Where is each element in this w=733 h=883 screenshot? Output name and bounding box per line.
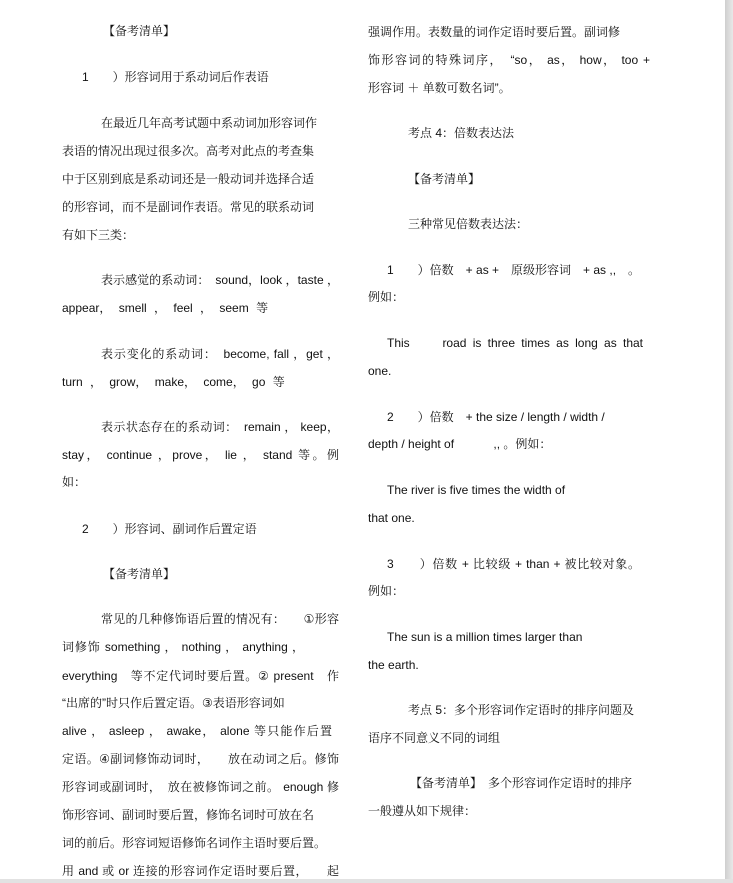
page-bottom-edge [0, 879, 733, 883]
paragraph-line: 如： [62, 475, 87, 489]
paragraph-line: 有如下三类： [62, 228, 135, 242]
paragraph-line: 例如： [368, 290, 405, 304]
paragraph-line: 表示变化的系动词： become, fall ，get ， [101, 347, 339, 361]
example-line: The sun is a million times larger than [387, 630, 583, 644]
paragraph-line: stay， continue ，prove， lie ， stand 等。例 [62, 448, 339, 462]
paragraph-line: 用 and 或 or 连接的形容词作定语时要后置， 起 [62, 864, 339, 878]
paragraph-line: 常见的几种修饰语后置的情况有： ①形容 [101, 612, 339, 626]
page-edge-shadow [725, 0, 733, 883]
paragraph-line: 表示状态存在的系动词： remain ， keep， [101, 420, 339, 434]
item-heading: 2 ）形容词、副词作后置定语 [82, 522, 257, 536]
paragraph-line: 饰形容词、副词时要后置，修饰名词时可放在名 [62, 808, 315, 822]
section-heading: 【备考清单】 [408, 172, 481, 186]
paragraph-line: 一般遵从如下规律： [368, 804, 477, 818]
example-line: The river is five times the width of [387, 483, 566, 497]
section-heading: 【备考清单】 [103, 567, 176, 581]
topic-heading: 语序不同意义不同的词组 [368, 731, 501, 745]
paragraph-line: 定语。④副词修饰动词时， 放在动词之后。修饰 [62, 752, 339, 766]
item-heading: 2 ）倍数 + the size / length / width / [387, 410, 605, 424]
paragraph-line: 中于区别到底是系动词还是一般动词并选择合适 [62, 172, 315, 186]
item-heading: 1 ）形容词用于系动词后作表语 [82, 70, 269, 84]
example-line: This road is three times as long as that [387, 336, 643, 350]
paragraph-line: 强调作用。表数量的词作定语时要后置。副词修 [368, 25, 621, 39]
paragraph-line: 三种常见倍数表达法： [408, 217, 529, 231]
item-heading: 1 ）倍数 + as + 原级形容词 + as ,, 。 [387, 263, 641, 277]
paragraph-line: depth / height of ,, 。例如： [368, 437, 552, 451]
paragraph-line: 表语的情况出现过很多次。高考对此点的考查集 [62, 144, 315, 158]
paragraph-line: appear， smell ， feel ， seem 等 [62, 301, 269, 315]
paragraph-line: 饰形容词的特殊词序， “so， as， how， too + [368, 53, 650, 67]
topic-heading: 考点 5：多个形容词作定语时的排序问题及 [408, 703, 635, 717]
paragraph-line: alive ， asleep ， awake， alone 等只能作后置 [62, 724, 332, 738]
paragraph-line: turn ， grow， make， come， go 等 [62, 375, 285, 389]
paragraph-line: 形容词或副词时， 放在被修饰词之前。 enough 修 [62, 780, 339, 794]
paragraph-line: 表示感觉的系动词： sound，look ，taste ， [101, 273, 339, 287]
paragraph-line: 例如： [368, 584, 405, 598]
section-heading: 【备考清单】 多个形容词作定语时的排序 [410, 776, 633, 790]
example-line: that one. [368, 511, 415, 525]
paragraph-line: 的形容词，而不是副词作表语。常见的联系动词 [62, 200, 315, 214]
item-heading: 3 ）倍数 + 比较级 + than + 被比较对象。 [387, 557, 640, 571]
topic-heading: 考点 4：倍数表达法 [408, 126, 515, 140]
paragraph-line: 形容词 ＋ 单数可数名词”。 [368, 81, 511, 95]
section-heading: 【备考清单】 [103, 24, 176, 38]
paragraph-line: 词修饰 something ， nothing ， anything ， [62, 640, 304, 654]
paragraph-line: 在最近几年高考试题中系动词加形容词作 [101, 116, 318, 130]
paragraph-line: 词的前后。形容词短语修饰名词作主语时要后置。 [62, 836, 327, 850]
example-line: one. [368, 364, 392, 378]
paragraph-line: “出席的”时只作后置定语。③表语形容词如 [62, 696, 285, 710]
example-line: the earth. [368, 658, 419, 672]
paragraph-line: everything 等不定代词时要后置。② present 作 [62, 669, 339, 683]
